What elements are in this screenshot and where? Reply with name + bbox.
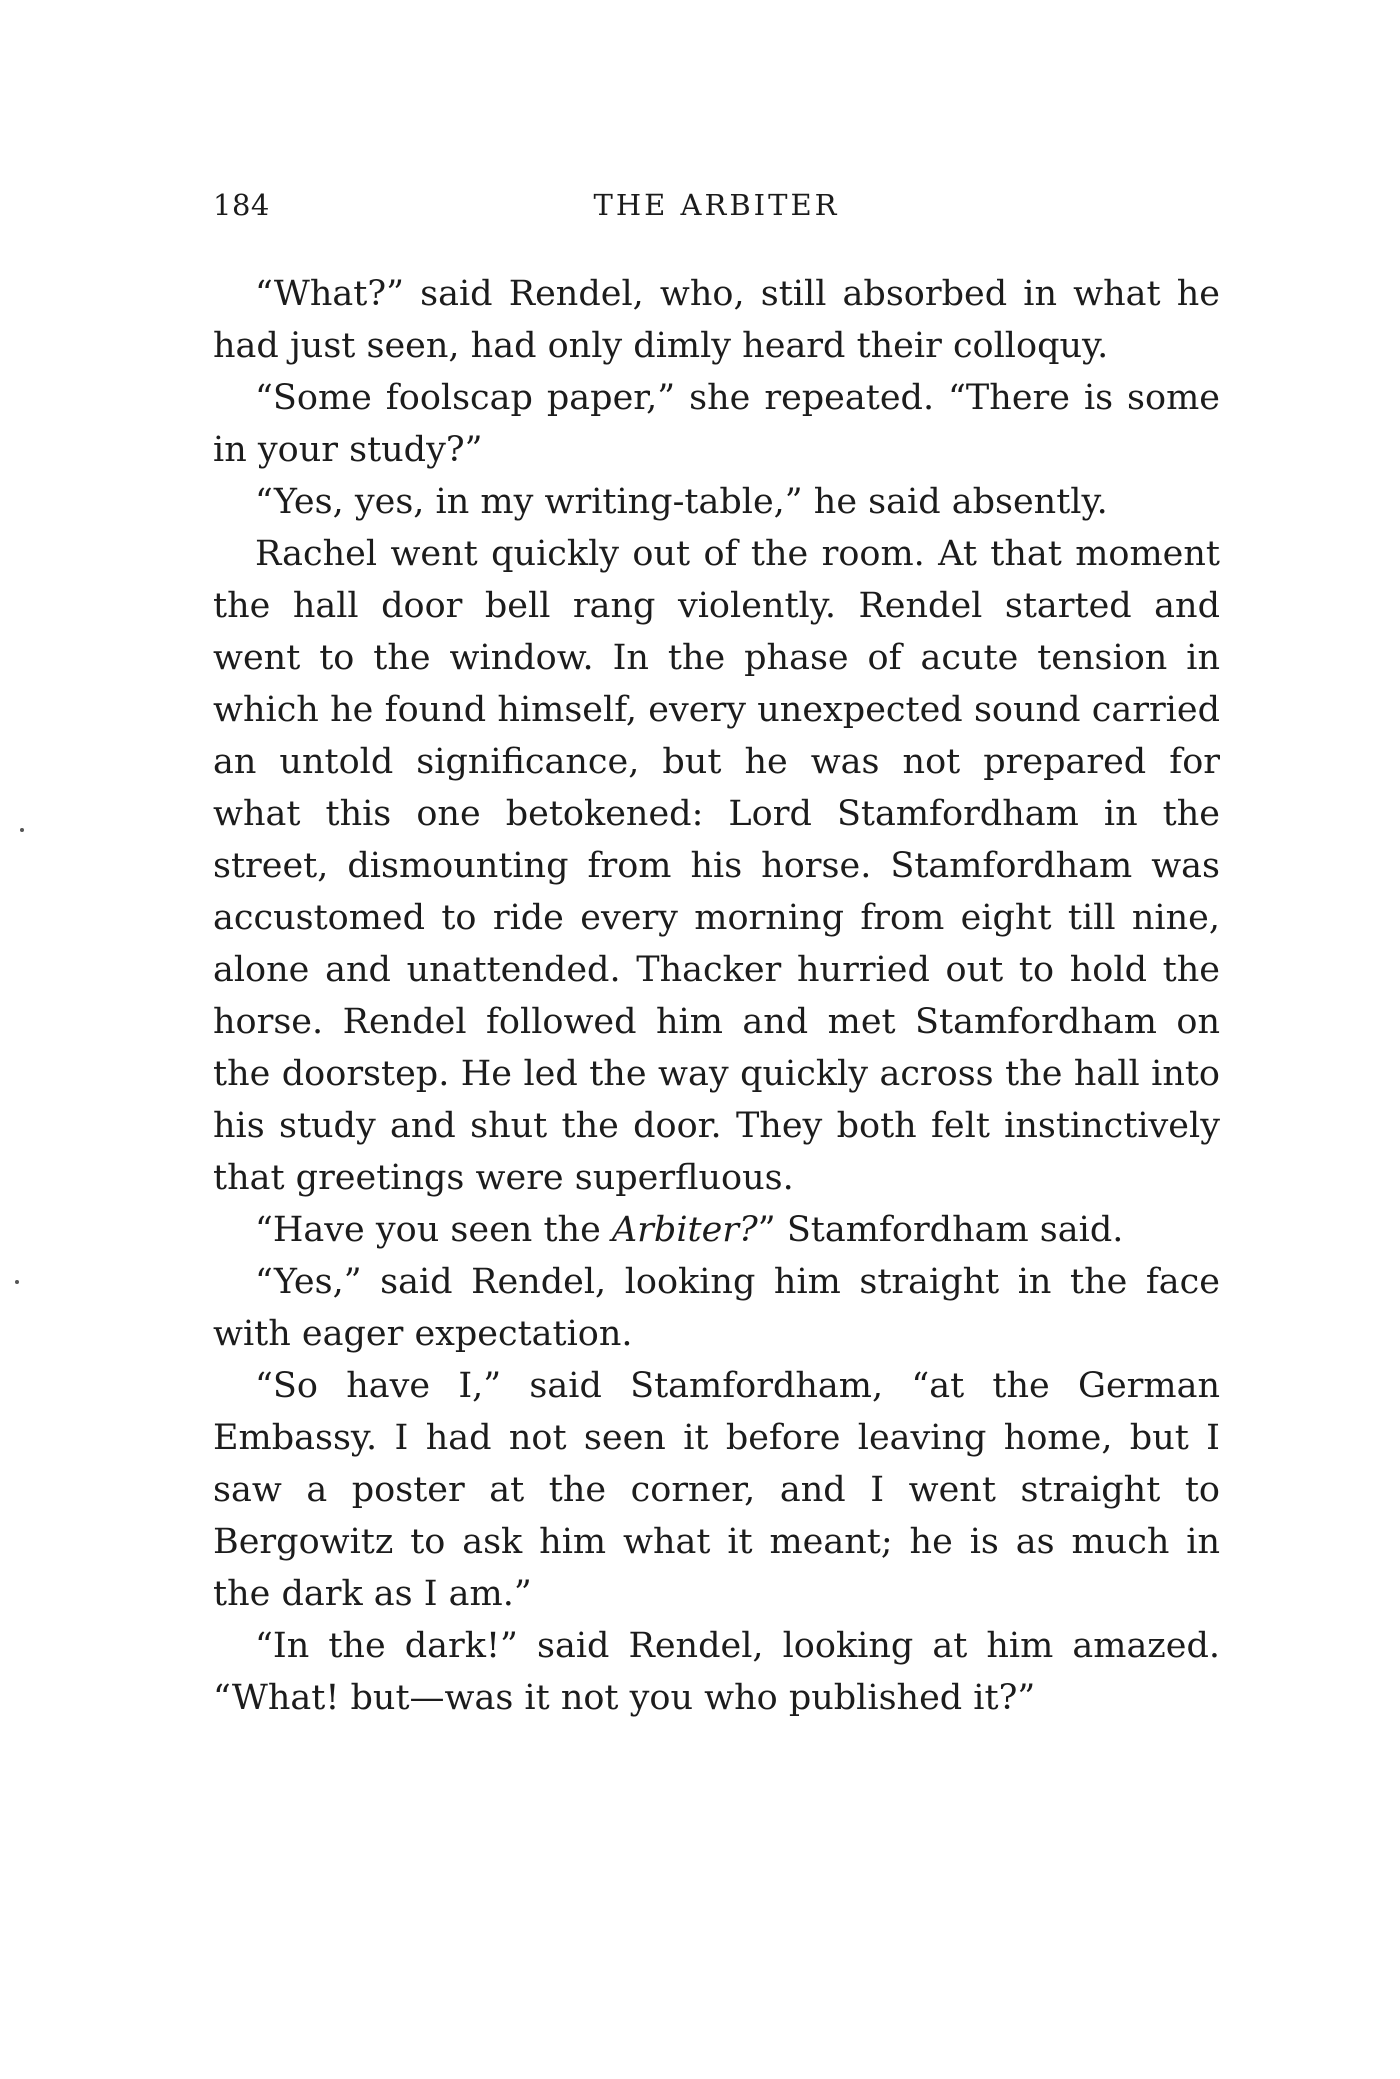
paragraph-seen-arbiter [213,1204,1220,1256]
paragraph-foolscap: “Some foolscap paper,” she repeated. “There is some in your study?” [213,378,1220,470]
running-title: THE ARBITER [593,188,840,222]
arbiter-title-italic: Arbiter? [611,1210,758,1250]
page-number: 184 [213,188,270,222]
paragraph-in-the-dark: “In the dark!” said Rendel, looking at him amazed. “What! but—was it not you who published it?” [213,1626,1220,1718]
paper-speck [20,828,24,832]
body-text [213,268,1220,1724]
paragraph-german-embassy: “So have I,” said Stamfordham, “at the German Embassy. I had not seen it before leaving home, but I saw a poster at the corner, and I went straight to Bergowitz to ask him what it meant; he is as much in the dark as I am.” [213,1366,1220,1614]
page-header [213,188,1220,228]
paragraph-seen-arbiter-after: ” Stamfordham said. [757,1210,1124,1250]
paragraph-what: “What?” said Rendel, who, still absorbed in what he had just seen, had only dimly heard their colloquy. [213,274,1220,366]
paragraph-rachel-leaves: Rachel went quickly out of the room. At that moment the hall door bell rang violently. Rendel started and went to the window. In the phase of acute tension in which he found himself, every unexpected sound carried an untold significance, but he was not prepared for what this one betokened: Lord Stamfordham in the street, dismounting from his horse. Stamfordham was accustomed to ride every morning from eight till nine, alone and unattended. Thacker hurried out to hold the horse. Rendel followed him and met Stamfordham on the doorstep. He led the way quickly across the hall into his study and shut the door. They both felt instinctively that greetings were superfluous. [213,534,1220,1198]
paragraph-writing-table: “Yes, yes, in my writing-table,” he said absently. [255,482,1108,522]
paragraph-seen-arbiter-before: “Have you seen the [255,1210,612,1250]
paragraph-yes-rendel: “Yes,” said Rendel, looking him straight in the face with eager expectation. [213,1262,1220,1354]
paper-speck [15,1280,19,1284]
